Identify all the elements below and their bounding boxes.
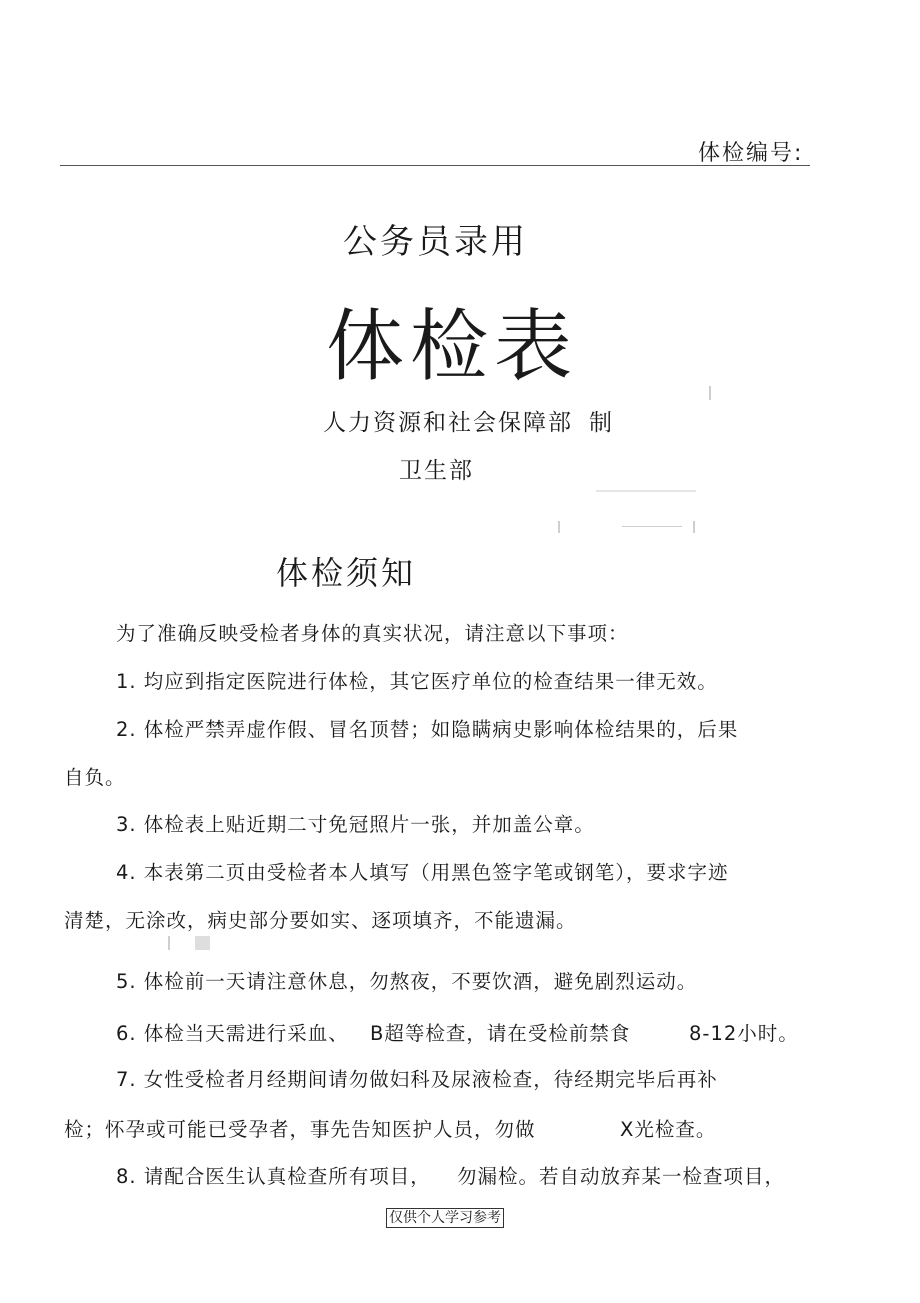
- issuer-ministry-hrss: 人力资源和社会保障部: [323, 410, 573, 436]
- scan-artifact: [709, 386, 711, 400]
- header-rule: [60, 165, 810, 166]
- issuer-ministry-health: 卫生部: [399, 458, 474, 484]
- scan-artifact: [168, 936, 170, 950]
- issuer-suffix: 制: [589, 410, 612, 436]
- footer-watermark: 仅供个人学习参考: [386, 1208, 504, 1228]
- form-subtitle: 公务员录用: [343, 222, 528, 262]
- scan-artifact: [596, 490, 696, 492]
- scan-artifact: [622, 526, 682, 527]
- notice-intro: 为了准确反映受检者身体的真实状况，请注意以下事项：: [116, 622, 629, 645]
- notice-item-segment: 8-12小时。: [689, 1022, 799, 1045]
- exam-number-label: 体检编号:: [698, 141, 804, 166]
- notice-item-continuation: 清楚，无涂改，病史部分要如实、逐项填齐，不能遗漏。: [64, 909, 577, 932]
- notice-item: 2. 体检严禁弄虚作假、冒名顶替；如隐瞒病史影响体检结果的，后果: [116, 718, 739, 741]
- scan-artifact: [558, 521, 560, 533]
- notice-item-segment: 勿漏检。若自动放弃某一检查项目，: [457, 1165, 786, 1188]
- notice-title: 体检须知: [276, 554, 417, 592]
- notice-item: 4. 本表第二页由受检者本人填写（用黑色签字笔或钢笔），要求字迹: [116, 861, 729, 884]
- notice-item: 7. 女性受检者月经期间请勿做妇科及尿液检查，待经期完毕后再补: [116, 1068, 718, 1091]
- notice-item: 8. 请配合医生认真检查所有项目，: [116, 1165, 431, 1188]
- notice-item-segment: B超等检查，请在受检前禁食: [370, 1022, 631, 1045]
- scan-artifact: [693, 521, 695, 533]
- notice-item: 5. 体检前一天请注意休息，勿熬夜，不要饮酒，避免剧烈运动。: [116, 970, 698, 993]
- form-title: 体检表: [326, 302, 579, 392]
- notice-item: 1. 均应到指定医院进行体检，其它医疗单位的检查结果一律无效。: [116, 670, 718, 693]
- notice-item-segment: X光检查。: [620, 1118, 717, 1141]
- notice-item-continuation: 自负。: [64, 766, 126, 789]
- scan-artifact: [195, 936, 210, 950]
- notice-item: 3. 体检表上贴近期二寸免冠照片一张，并加盖公章。: [116, 813, 595, 836]
- notice-item-continuation: 检；怀孕或可能已受孕者，事先告知医护人员，勿做: [64, 1118, 536, 1141]
- notice-item: 6. 体检当天需进行采血、: [116, 1022, 349, 1045]
